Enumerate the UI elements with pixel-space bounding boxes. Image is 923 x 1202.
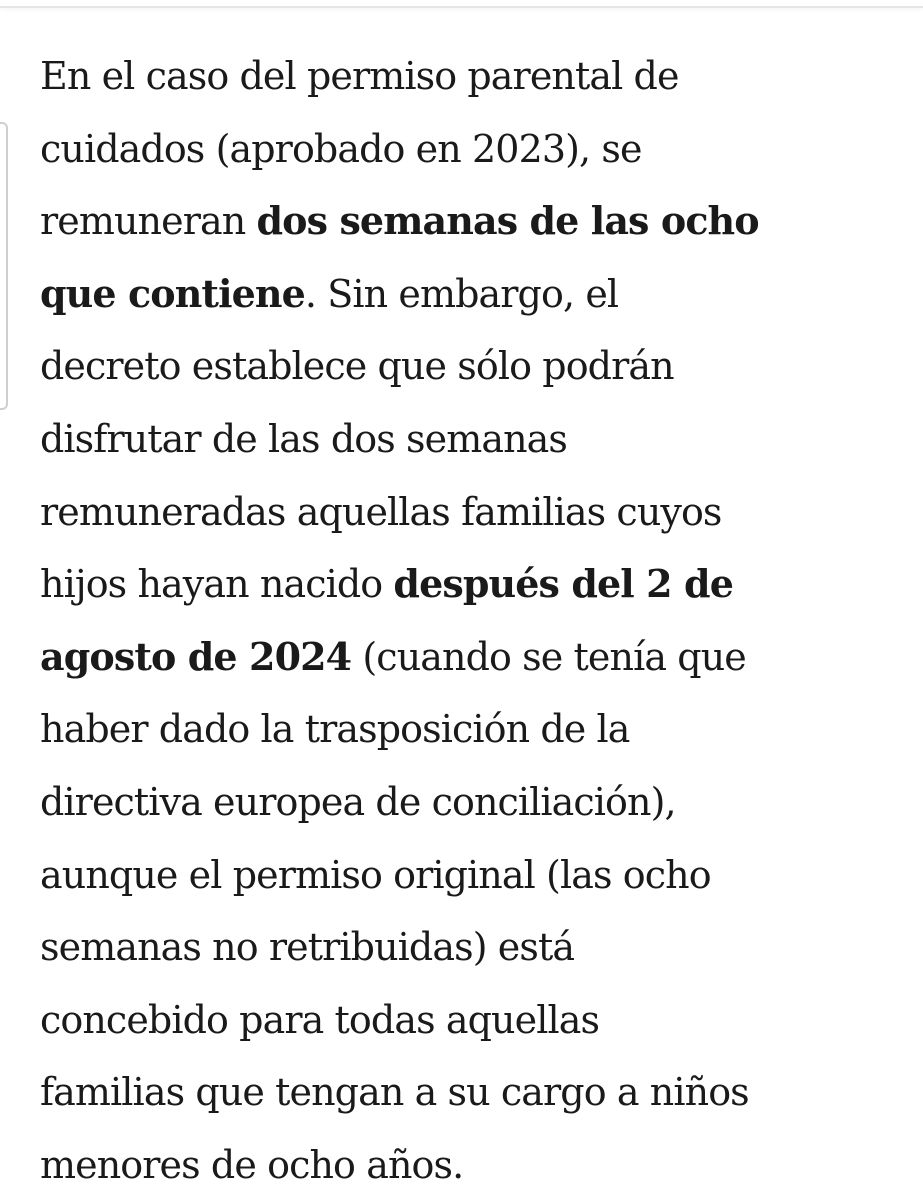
paragraph-line-1	[40, 40, 918, 113]
top-divider	[0, 0, 923, 8]
line-text: menores de ocho años.	[40, 1142, 464, 1187]
paragraph-line-8	[40, 548, 918, 621]
bold-emphasis: que contiene	[40, 270, 305, 316]
paragraph-line-2	[40, 113, 918, 186]
paragraph-line-11	[40, 766, 918, 839]
paragraph-line-16	[40, 1129, 918, 1202]
bold-emphasis: agosto de 2024	[40, 633, 352, 679]
paragraph-line-6	[40, 403, 918, 476]
line-text: aunque el permiso original (las ocho	[40, 852, 711, 897]
paragraph-line-9	[40, 621, 918, 694]
paragraph-line-12	[40, 839, 918, 912]
line-text: cuidados (aprobado en 2023), se	[40, 126, 642, 171]
paragraph-line-4	[40, 258, 918, 331]
paragraph-line-7	[40, 476, 918, 549]
line-text: semanas no retribuidas) está	[40, 925, 575, 970]
paragraph-line-3	[40, 185, 918, 258]
paragraph-line-14	[40, 984, 918, 1057]
line-text: . Sin embargo, el	[304, 271, 619, 316]
line-text: directiva europea de conciliación),	[40, 779, 676, 824]
article-body	[40, 40, 918, 1202]
line-text: haber dado la trasposición de la	[40, 707, 630, 752]
line-text: disfrutar de las dos semanas	[40, 416, 568, 461]
side-tab-handle[interactable]	[0, 122, 8, 410]
line-text: decreto establece que sólo podrán	[40, 344, 674, 389]
line-text: familias que tengan a su cargo a niños	[40, 1070, 749, 1115]
line-text: remuneran	[40, 199, 257, 244]
line-text: En el caso del permiso parental de	[40, 54, 679, 98]
line-text: hijos hayan nacido	[40, 562, 394, 607]
paragraph-line-5	[40, 330, 918, 403]
line-text: (cuando se tenía que	[351, 634, 746, 679]
paragraph-line-10	[40, 693, 918, 766]
line-text: concebido para todas aquellas	[40, 997, 600, 1042]
paragraph-line-15	[40, 1056, 918, 1129]
article-paragraph	[40, 40, 918, 1202]
bold-emphasis: después del 2 de	[393, 561, 733, 607]
paragraph-line-13	[40, 911, 918, 984]
bold-emphasis: dos semanas de las ocho	[256, 198, 759, 244]
line-text: remuneradas aquellas familias cuyos	[40, 489, 722, 534]
